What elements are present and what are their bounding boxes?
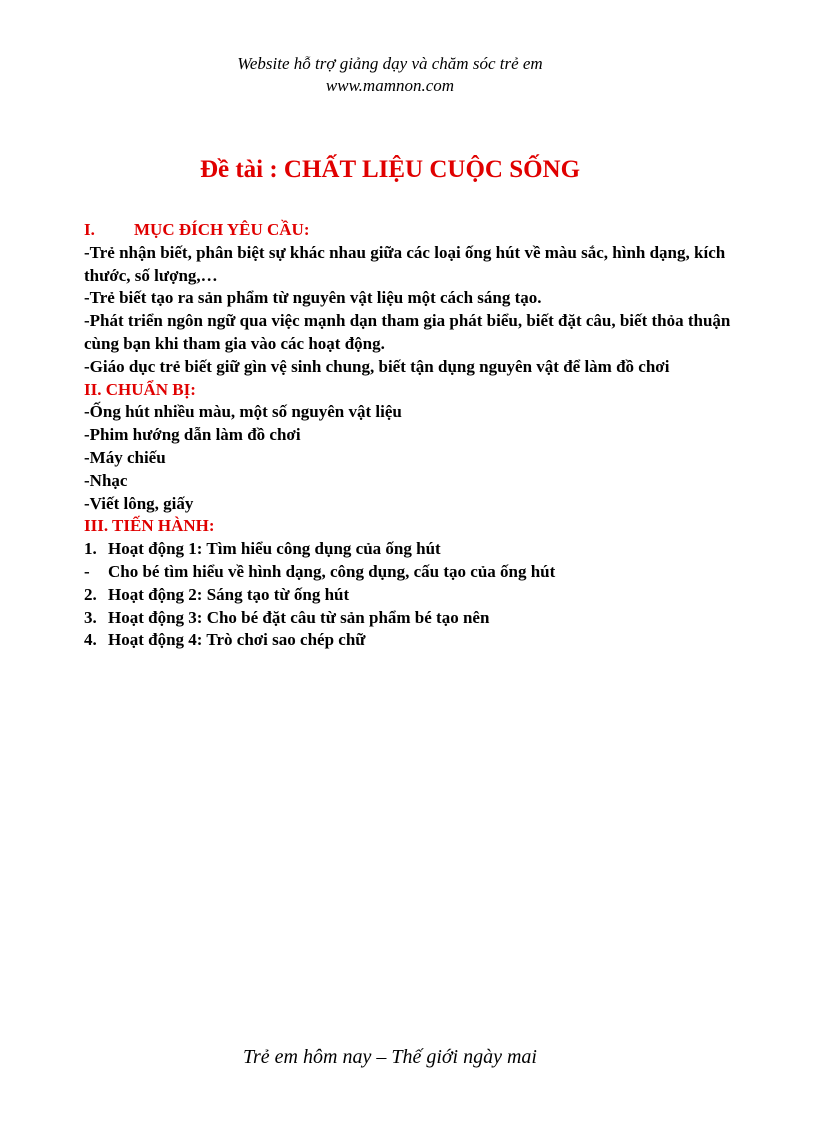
section-1-line: -Giáo dục trẻ biết giữ gìn vệ sinh chung, biết tận dụng nguyên vật để làm đồ chơi xyxy=(84,356,670,376)
list-marker: 1. xyxy=(84,539,97,559)
section-2-line: -Máy chiếu xyxy=(84,447,166,467)
section-1-line: -Trẻ biết tạo ra sản phẩm từ nguyên vật liệu một cách sáng tạo. xyxy=(84,288,542,308)
section-3-heading: III. TIẾN HÀNH: xyxy=(84,516,215,536)
activity-list-item xyxy=(84,538,764,561)
section-1-line: -Phát triển ngôn ngữ qua việc mạnh dạn tham gia phát biểu, biết đặt câu, biết thỏa thuận cùng bạn khi tham gia vào các hoạt động. xyxy=(84,311,731,353)
list-marker: 2. xyxy=(84,584,97,604)
document-title: Đề tài : CHẤT LIỆU CUỘC SỐNG xyxy=(199,156,581,183)
activity-list-item xyxy=(84,561,764,584)
section-1-title: MỤC ĐÍCH YÊU CẦU: xyxy=(134,220,310,239)
header-url: www.mamnon.com xyxy=(325,76,455,95)
activity-list-item xyxy=(84,584,764,607)
section-1-number: I. xyxy=(84,220,95,239)
list-item-text: Hoạt động 4: Trò chơi sao chép chữ xyxy=(108,630,366,650)
section-2-line: -Ống hút nhiều màu, một số nguyên vật liệu xyxy=(84,402,402,422)
section-2-line: -Nhạc xyxy=(84,470,128,490)
section-2-heading: II. CHUẨN BỊ: xyxy=(84,379,196,399)
document-body xyxy=(84,219,764,652)
page-footer-slogan: Trẻ em hôm nay – Thế giới ngày mai xyxy=(243,1046,537,1068)
list-item-text: Hoạt động 2: Sáng tạo từ ống hút xyxy=(108,584,350,604)
list-item-text: Hoạt động 1: Tìm hiểu công dụng của ống hút xyxy=(108,539,441,559)
list-item-text: Hoạt động 3: Cho bé đặt câu từ sản phẩm bé tạo nên xyxy=(108,607,490,627)
section-2-line: -Phim hướng dẫn làm đồ chơi xyxy=(84,425,301,445)
list-marker: 3. xyxy=(84,607,97,627)
section-1-heading xyxy=(84,219,764,242)
list-marker: - xyxy=(84,561,90,581)
page-header xyxy=(0,53,780,97)
section-1-line: -Trẻ nhận biết, phân biệt sự khác nhau giữa các loại ống hút về màu sắc, hình dạng, kích thước, số lượng,… xyxy=(84,242,726,285)
activity-list-item xyxy=(84,607,764,630)
section-2-line: -Viết lông, giấy xyxy=(84,493,194,513)
activity-list-item xyxy=(84,629,764,652)
list-marker: 4. xyxy=(84,630,97,650)
list-item-text: Cho bé tìm hiểu về hình dạng, công dụng, cấu tạo của ống hút xyxy=(108,561,556,581)
header-website-line: Website hỗ trợ giảng dạy và chăm sóc trẻ em xyxy=(237,54,543,73)
